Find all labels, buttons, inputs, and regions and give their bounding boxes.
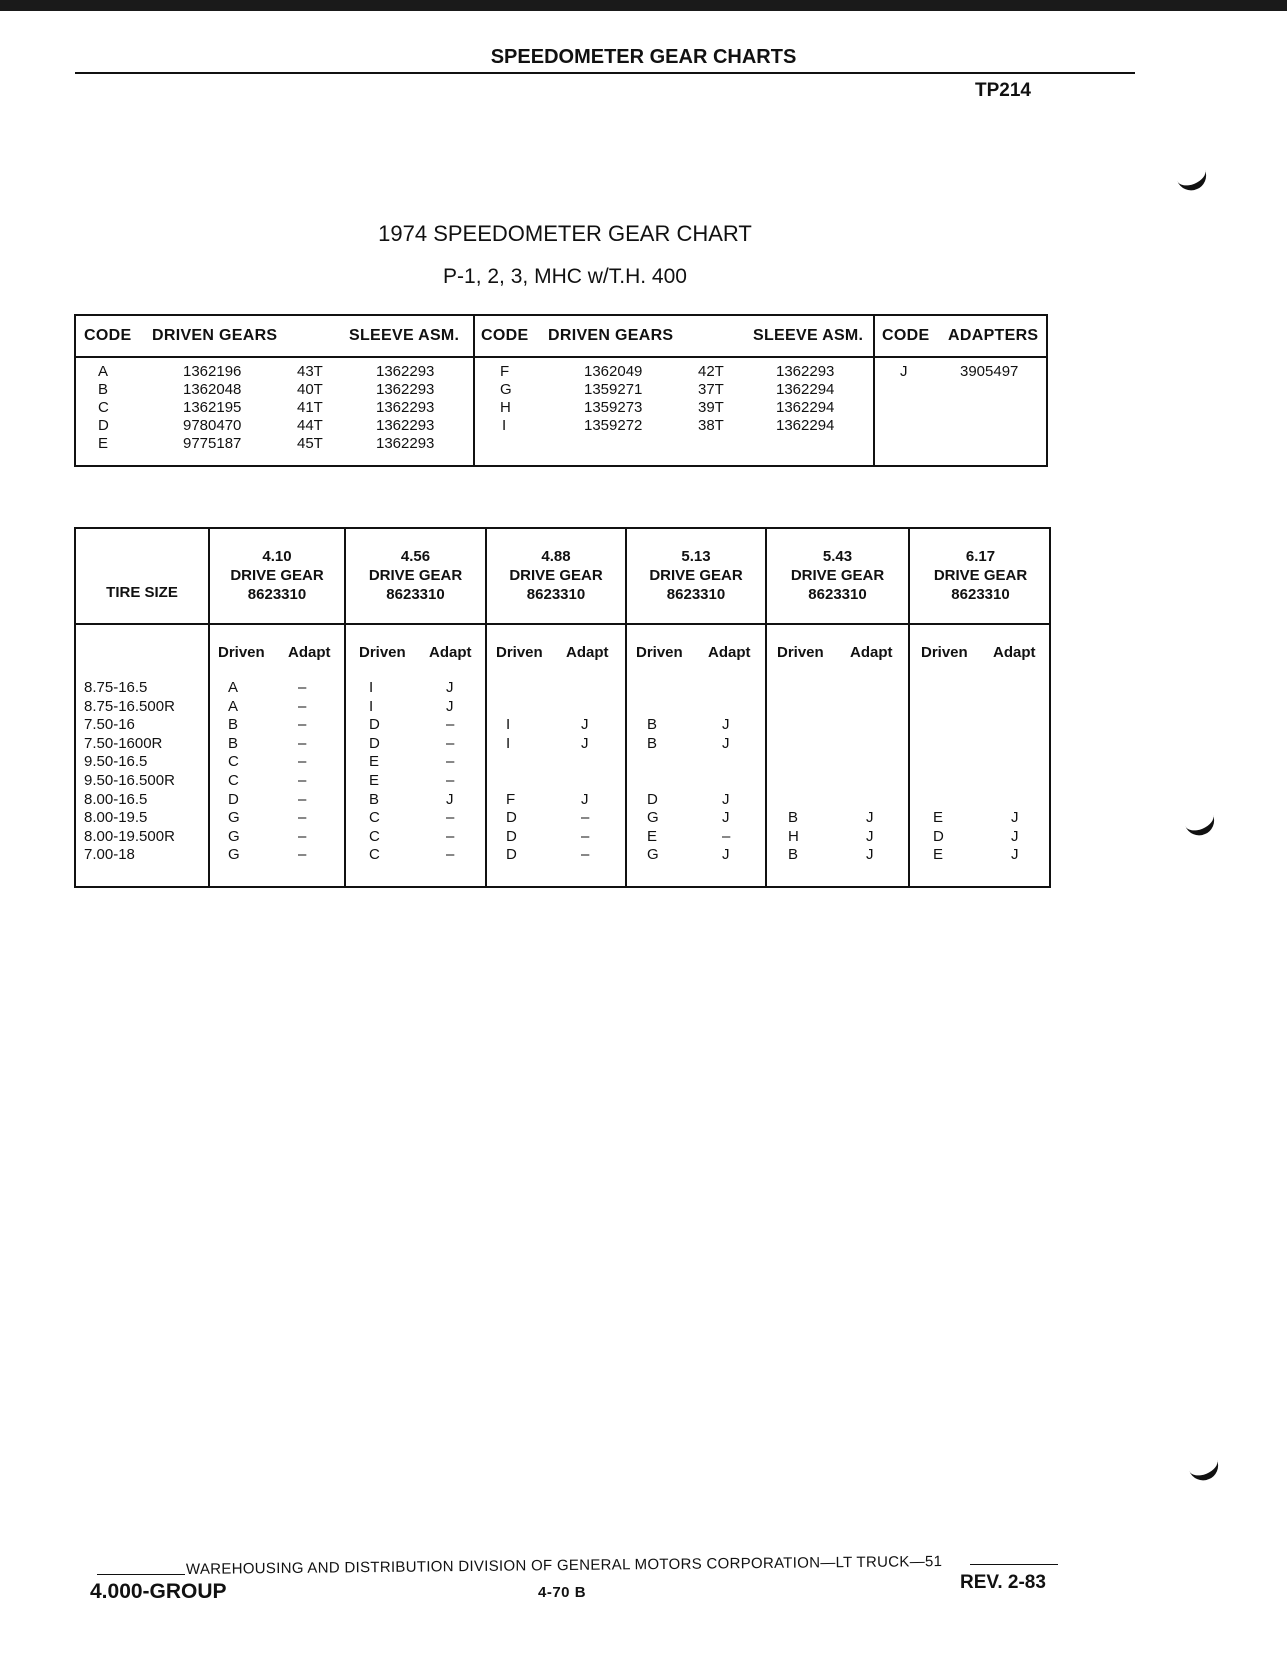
- footer-group: 4.000-GROUP: [90, 1580, 227, 1603]
- adapt-subheader: Adapt: [288, 644, 331, 661]
- adapt-code-cell: –: [298, 753, 307, 771]
- code-header: CODE: [882, 327, 930, 344]
- adapt-subheader: Adapt: [993, 644, 1036, 661]
- driven-code-cell: B: [788, 846, 799, 864]
- driven-code-cell: A: [228, 697, 239, 715]
- adapt-code-cell: –: [446, 846, 455, 864]
- drive-gear-ratio: 4.56: [400, 548, 431, 565]
- driven-gear-table: [74, 314, 1048, 467]
- gear-part-number: 1362196: [183, 363, 242, 380]
- gear-code: F: [500, 363, 510, 380]
- adapt-code-cell: J: [722, 716, 730, 734]
- code-header: CODE: [481, 327, 529, 344]
- gear-teeth: 42T: [698, 363, 724, 380]
- driven-gears-header: DRIVEN GEARS: [548, 327, 674, 344]
- drive-gear-header: [210, 547, 344, 604]
- adapt-code-cell: J: [866, 846, 874, 864]
- header-divider: [76, 623, 1049, 625]
- adapt-code-cell: J: [866, 809, 874, 827]
- driven-subheader: Driven: [218, 644, 265, 661]
- adapt-code-cell: –: [581, 809, 590, 827]
- header-rule: [75, 72, 1135, 74]
- driven-code-cell: F: [506, 790, 516, 808]
- adapt-code-cell: –: [581, 827, 590, 845]
- tire-size-cell: 8.75-16.5: [84, 679, 148, 696]
- adapters-header: ADAPTERS: [948, 327, 1039, 344]
- adapt-code-cell: –: [298, 790, 307, 808]
- sleeve-part-number: 1362293: [376, 435, 435, 452]
- adapt-subheader: Adapt: [429, 644, 472, 661]
- drive-gear-label: DRIVE GEAR: [230, 567, 324, 584]
- driven-subheader: Driven: [636, 644, 683, 661]
- driven-subheader: Driven: [921, 644, 968, 661]
- gear-code: E: [98, 435, 109, 452]
- drive-gear-header: [487, 547, 625, 604]
- adapt-code-cell: J: [581, 790, 589, 808]
- footer-rule-right: [970, 1564, 1058, 1565]
- gear-part-number: 1362049: [584, 363, 643, 380]
- adapt-code-cell: J: [722, 790, 730, 808]
- driven-code-cell: I: [369, 697, 374, 715]
- tire-size-cell: 8.75-16.500R: [84, 697, 175, 715]
- adapt-code-cell: –: [446, 809, 455, 827]
- adapt-code-cell: –: [298, 772, 307, 789]
- driven-code-cell: B: [228, 734, 239, 752]
- gear-code: C: [98, 399, 109, 416]
- adapter-part-number: 3905497: [960, 363, 1019, 380]
- drive-gear-ratio: 6.17: [965, 548, 996, 565]
- adapt-code-cell: –: [298, 827, 307, 845]
- drive-gear-label: DRIVE GEAR: [368, 567, 463, 584]
- adapt-code-cell: –: [446, 753, 455, 771]
- adapt-code-cell: –: [298, 846, 307, 864]
- sleeve-asm-header: SLEEVE ASM.: [753, 327, 864, 344]
- driven-code-cell: G: [228, 846, 240, 864]
- drive-gear-ratio: 5.13: [681, 548, 711, 565]
- gear-teeth: 40T: [297, 381, 323, 398]
- driven-code-cell: B: [788, 809, 799, 827]
- tire-size-cell: 7.50-1600R: [84, 734, 163, 752]
- drive-gear-part: 8623310: [247, 586, 307, 603]
- gear-code: D: [98, 417, 109, 434]
- driven-code-cell: C: [228, 772, 239, 789]
- gear-part-number: 1359273: [584, 399, 643, 416]
- adapt-code-cell: J: [722, 846, 730, 864]
- adapt-subheader: Adapt: [566, 644, 609, 661]
- sleeve-part-number: 1362293: [776, 363, 835, 380]
- column-divider: [873, 316, 875, 465]
- driven-code-cell: B: [228, 716, 239, 734]
- driven-code-cell: D: [369, 716, 380, 734]
- section-title: SPEEDOMETER GEAR CHARTS: [490, 46, 797, 68]
- driven-code-cell: E: [933, 846, 944, 864]
- drive-gear-part: 8623310: [808, 586, 867, 603]
- drive-gear-part: 8623310: [666, 586, 726, 603]
- drive-gear-part: 8623310: [386, 586, 445, 603]
- adapt-code-cell: J: [446, 697, 454, 715]
- footer-rule-left: [97, 1574, 185, 1575]
- adapt-code-cell: –: [298, 697, 307, 715]
- adapt-code-cell: –: [446, 827, 455, 845]
- driven-code-cell: G: [228, 809, 240, 827]
- driven-code-cell: E: [369, 753, 380, 771]
- driven-code-cell: G: [228, 827, 240, 845]
- footer-revision: REV. 2-83: [960, 1572, 1046, 1593]
- tire-size-cell: 8.00-19.500R: [84, 827, 175, 845]
- drive-gear-header: [627, 547, 765, 604]
- adapt-code-cell: J: [446, 679, 454, 696]
- tire-size-cell: 7.50-16: [84, 716, 135, 734]
- driven-code-cell: I: [506, 734, 511, 752]
- column-divider: [473, 316, 475, 465]
- gear-teeth: 43T: [297, 363, 323, 380]
- driven-code-cell: D: [369, 734, 380, 752]
- drive-gear-header: [910, 547, 1051, 604]
- gear-code: I: [502, 417, 507, 434]
- gear-part-number: 1362195: [183, 399, 242, 416]
- top-border-bar: [0, 0, 1287, 11]
- driven-code-cell: H: [788, 827, 799, 845]
- adapt-code-cell: J: [1011, 827, 1019, 845]
- driven-code-cell: C: [369, 846, 380, 864]
- sleeve-part-number: 1362294: [776, 381, 835, 398]
- adapt-code-cell: J: [1011, 846, 1019, 864]
- tire-size-cell: 7.00-18: [84, 846, 135, 864]
- sleeve-asm-header: SLEEVE ASM.: [349, 327, 460, 344]
- adapt-code-cell: J: [722, 809, 730, 827]
- gear-part-number: 1362048: [183, 381, 242, 398]
- driven-code-cell: C: [369, 827, 380, 845]
- adapt-code-cell: –: [298, 679, 307, 696]
- binder-hole-mark: [1175, 165, 1210, 195]
- adapt-code-cell: –: [298, 716, 307, 734]
- drive-gear-label: DRIVE GEAR: [509, 567, 603, 584]
- adapt-code-cell: –: [446, 772, 455, 789]
- driven-code-cell: G: [647, 809, 659, 827]
- driven-code-cell: D: [506, 827, 517, 845]
- gear-code: A: [98, 363, 109, 380]
- sleeve-part-number: 1362293: [376, 399, 435, 416]
- adapt-code-cell: –: [446, 734, 455, 752]
- drive-gear-header: [346, 547, 485, 604]
- gear-teeth: 38T: [698, 417, 724, 434]
- drive-gear-label: DRIVE GEAR: [933, 567, 1028, 584]
- driven-code-cell: C: [228, 753, 239, 771]
- driven-code-cell: D: [228, 790, 239, 808]
- sleeve-part-number: 1362293: [376, 381, 435, 398]
- driven-code-cell: E: [369, 772, 380, 789]
- driven-code-cell: B: [647, 734, 658, 752]
- chart-title: 1974 SPEEDOMETER GEAR CHART: [378, 221, 752, 246]
- gear-part-number: 9775187: [183, 435, 242, 452]
- adapt-code-cell: J: [581, 734, 589, 752]
- chart-subtitle: P-1, 2, 3, MHC w/T.H. 400: [443, 265, 687, 288]
- adapt-code-cell: –: [298, 809, 307, 827]
- sleeve-part-number: 1362294: [776, 399, 835, 416]
- driven-code-cell: C: [369, 809, 380, 827]
- adapt-subheader: Adapt: [850, 644, 893, 661]
- tire-size-cell: 8.00-16.5: [84, 790, 148, 808]
- binder-hole-mark: [1187, 1455, 1222, 1485]
- gear-part-number: 9780470: [183, 417, 242, 434]
- driven-code-cell: E: [933, 809, 944, 827]
- footer-division-line: WAREHOUSING AND DISTRIBUTION DIVISION OF GENERAL MOTORS CORPORATION—LT TRUCK—51: [185, 1553, 943, 1578]
- driven-code-cell: D: [506, 809, 517, 827]
- footer-page-number: 4-70 B: [538, 1584, 587, 1601]
- adapt-code-cell: J: [581, 716, 589, 734]
- driven-code-cell: I: [369, 679, 374, 696]
- binder-hole-mark: [1183, 810, 1218, 840]
- driven-gears-header: DRIVEN GEARS: [152, 327, 278, 344]
- driven-code-cell: D: [506, 846, 517, 864]
- drive-gear-label: DRIVE GEAR: [790, 567, 885, 584]
- tire-size-cell: 9.50-16.500R: [84, 772, 175, 789]
- adapt-code-cell: –: [446, 716, 455, 734]
- adapt-subheader: Adapt: [708, 644, 751, 661]
- driven-subheader: Driven: [777, 644, 824, 661]
- driven-subheader: Driven: [359, 644, 406, 661]
- gear-code: G: [500, 381, 512, 398]
- driven-subheader: Driven: [496, 644, 543, 661]
- gear-part-number: 1359271: [584, 381, 643, 398]
- driven-code-cell: B: [369, 790, 380, 808]
- drive-gear-header: [767, 547, 908, 604]
- adapt-code-cell: J: [866, 827, 874, 845]
- drive-gear-ratio: 4.88: [541, 548, 571, 565]
- gear-teeth: 41T: [297, 399, 323, 416]
- sleeve-part-number: 1362294: [776, 417, 835, 434]
- drive-gear-ratio: 4.10: [262, 548, 292, 565]
- drive-gear-ratio: 5.43: [822, 548, 853, 565]
- sleeve-part-number: 1362293: [376, 417, 435, 434]
- gear-teeth: 45T: [297, 435, 323, 452]
- adapt-code-cell: –: [581, 846, 590, 864]
- driven-code-cell: G: [647, 846, 659, 864]
- driven-code-cell: A: [228, 679, 239, 696]
- gear-code: B: [98, 381, 109, 398]
- adapt-code-cell: –: [298, 734, 307, 752]
- gear-part-number: 1359272: [584, 417, 643, 434]
- gear-teeth: 39T: [698, 399, 724, 416]
- adapt-code-cell: J: [722, 734, 730, 752]
- driven-code-cell: D: [647, 790, 658, 808]
- drive-gear-part: 8623310: [951, 586, 1010, 603]
- code-header: CODE: [84, 327, 132, 344]
- drive-gear-label: DRIVE GEAR: [649, 567, 743, 584]
- adapt-code-cell: J: [1011, 809, 1019, 827]
- adapter-code: J: [900, 363, 908, 380]
- sleeve-part-number: 1362293: [376, 363, 435, 380]
- driven-code-cell: D: [933, 827, 944, 845]
- gear-teeth: 37T: [698, 381, 724, 398]
- header-divider: [76, 356, 1046, 358]
- tire-size-table: [74, 527, 1051, 888]
- driven-code-cell: E: [647, 827, 658, 845]
- adapt-code-cell: –: [722, 827, 731, 845]
- tire-size-cell: 8.00-19.5: [84, 809, 148, 827]
- driven-code-cell: B: [647, 716, 658, 734]
- drive-gear-part: 8623310: [526, 586, 586, 603]
- driven-code-cell: I: [506, 716, 511, 734]
- page-code: TP214: [975, 80, 1031, 101]
- gear-teeth: 44T: [297, 417, 323, 434]
- tire-size-header: TIRE SIZE: [106, 584, 178, 601]
- adapt-code-cell: J: [446, 790, 454, 808]
- gear-code: H: [500, 399, 511, 416]
- tire-size-cell: 9.50-16.5: [84, 753, 148, 771]
